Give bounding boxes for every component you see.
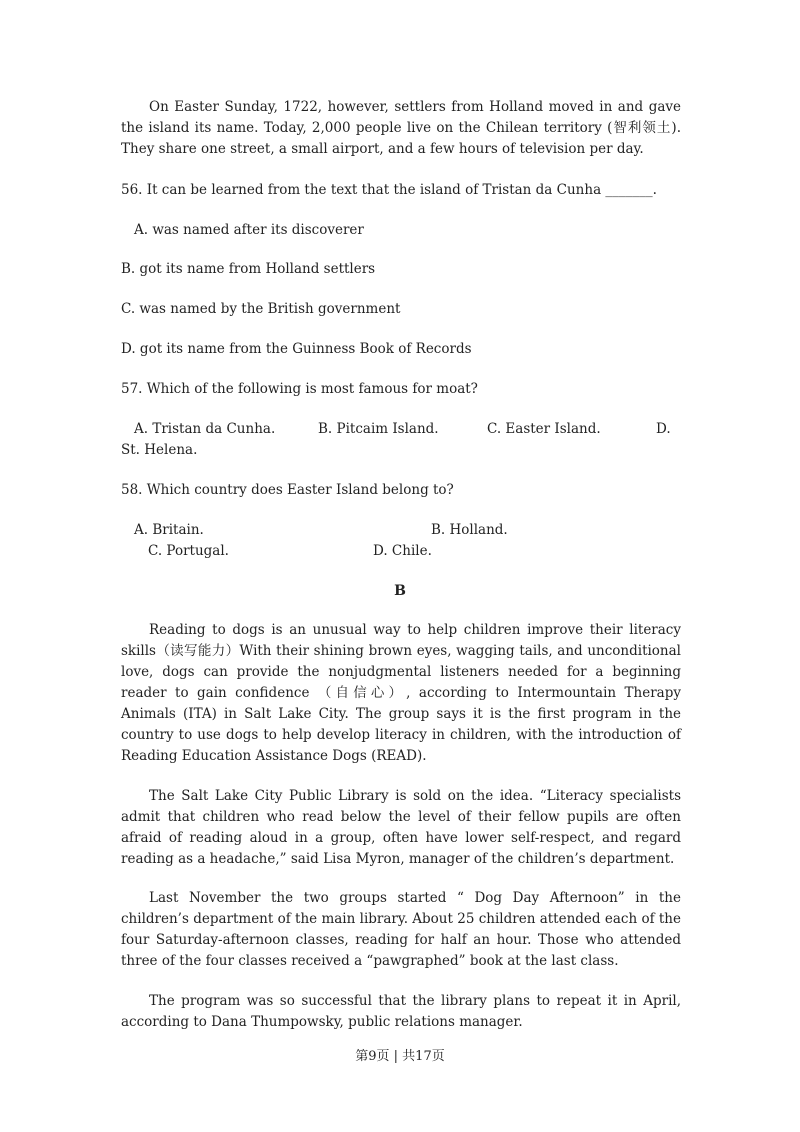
question-56-option-a: A. was named after its discoverer <box>134 222 364 238</box>
question-56-stem: 56. It can be learned from the text that the island of Tristan da Cunha _______. <box>121 182 657 198</box>
page-footer: 第9页 | 共17页 <box>355 1049 445 1064</box>
question-57-option-d-label: D. <box>656 421 671 437</box>
question-57-option-c: C. Easter Island. <box>487 421 601 437</box>
question-58-option-d: D. Chile. <box>373 543 432 559</box>
passage-b-heading: B <box>394 583 406 599</box>
question-58-option-a: A. Britain. <box>134 522 204 538</box>
passage-b-paragraph-3: Last November the two groups started “ Dog Day Afternoon” in the children’s department of the main library. About 25 children attended each of the four Saturday-afternoon classes, reading for half an hour. Those who attended three of the four classes received a “pawgraphed” book at the last class. <box>121 890 681 969</box>
question-58-option-b: B. Holland. <box>431 522 508 538</box>
question-57-option-a: A. Tristan da Cunha. <box>134 421 276 437</box>
question-56-option-c: C. was named by the British government <box>121 301 401 317</box>
question-58-stem: 58. Which country does Easter Island belong to? <box>121 482 454 498</box>
question-58-option-c: C. Portugal. <box>148 543 229 559</box>
question-57-option-d-text: St. Helena. <box>121 442 198 458</box>
question-57-stem: 57. Which of the following is most famous for moat? <box>121 381 478 397</box>
question-56-option-d: D. got its name from the Guinness Book of Records <box>121 341 472 357</box>
question-57-option-b: B. Pitcaim Island. <box>318 421 439 437</box>
passage-b-paragraph-4: The program was so successful that the library plans to repeat it in April, according to Dana Thumpowsky, public relations manager. <box>121 993 681 1030</box>
passage-b-paragraph-2: The Salt Lake City Public Library is sold on the idea. “Literacy specialists admit that children who read below the level of their fellow pupils are often afraid of reading aloud in a group, often have lower self-respect, and regard reading as a headache,” said Lisa Myron, manager of the children’s department. <box>121 788 681 867</box>
question-56-option-b: B. got its name from Holland settlers <box>121 261 376 277</box>
passage-b-paragraph-1: Reading to dogs is an unusual way to help children improve their literacy skills（读写能力）With their shining brown eyes, wagging tails, and unconditional love, dogs can provide the nonjudgmental listeners needed for a beginning reader to gain confidence （自信心）, according to Intermountain Therapy Animals (ITA) in Salt Lake City. The group says it is the first program in the country to use dogs to help develop literacy in children, with the introduction of Reading Education Assistance Dogs (READ). <box>121 622 681 764</box>
passage-a-paragraph: On Easter Sunday, 1722, however, settlers from Holland moved in and gave the island its name. Today, 2,000 people live on the Chilean territory (智利领土). They share one street, a small airport, and a few hours of television per day. <box>121 99 681 157</box>
